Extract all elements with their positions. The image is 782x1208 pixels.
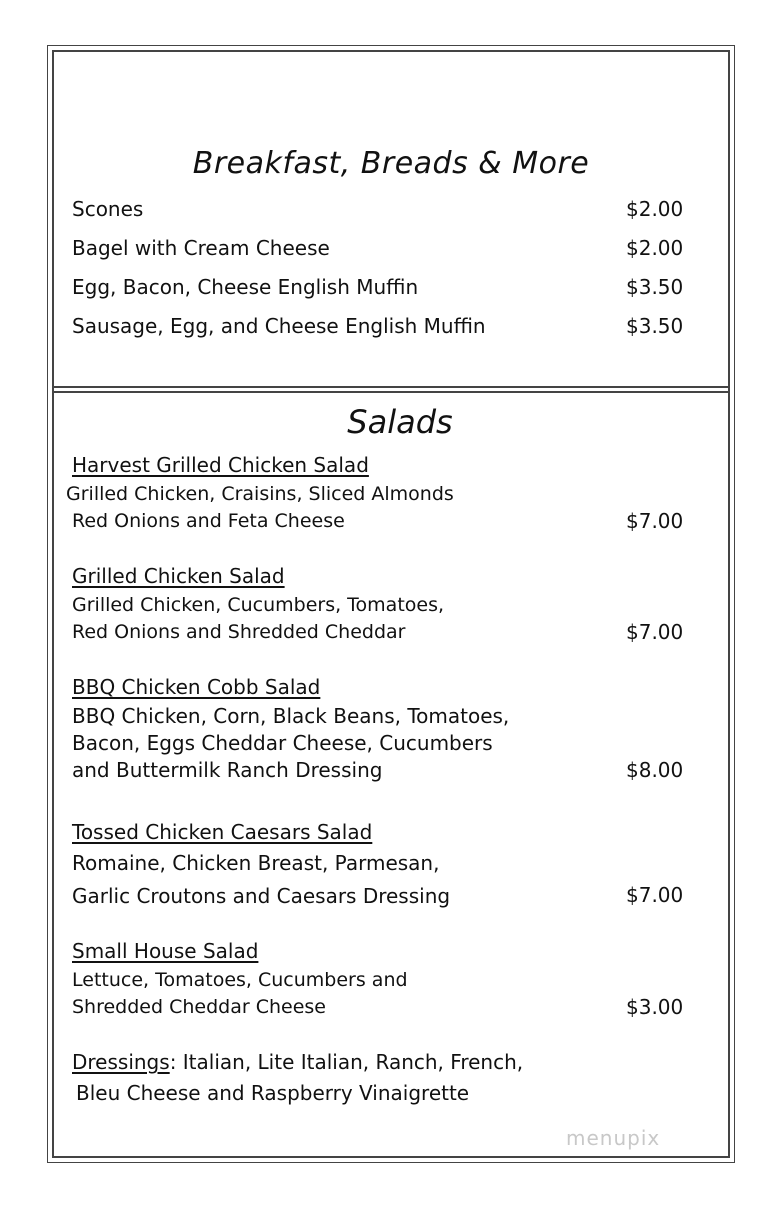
salad-description: Grilled Chicken, Cucumbers, Tomatoes, [72, 594, 445, 616]
dressings-line-1 [72, 1050, 523, 1074]
dressings-line-2: Bleu Cheese and Raspberry Vinaigrette [76, 1081, 470, 1105]
salad-title: BBQ Chicken Cobb Salad [72, 675, 321, 699]
salad-description: Red Onions and Feta Cheese [72, 510, 345, 532]
salad-description: Shredded Cheddar Cheese [72, 996, 326, 1018]
salad-price: $7.00 [626, 509, 684, 533]
menu-item-name: Sausage, Egg, and Cheese English Muffin [72, 314, 486, 338]
salad-price: $3.00 [626, 995, 684, 1019]
salad-description: Bacon, Eggs Cheddar Cheese, Cucumbers [72, 731, 493, 755]
salad-title: Small House Salad [72, 939, 259, 963]
section-divider [52, 386, 730, 393]
watermark: menupix [566, 1126, 661, 1150]
salad-description: and Buttermilk Ranch Dressing [72, 758, 383, 782]
menu-item-name: Scones [72, 197, 144, 221]
menu-item-price: $3.50 [626, 314, 684, 338]
salads-heading: Salads [347, 403, 453, 441]
salad-price: $8.00 [626, 758, 684, 782]
salad-title: Tossed Chicken Caesars Salad [72, 820, 373, 844]
menu-item-price: $2.00 [626, 236, 684, 260]
salad-description: Lettuce, Tomatoes, Cucumbers and [72, 969, 408, 991]
salad-description: BBQ Chicken, Corn, Black Beans, Tomatoes, [72, 704, 510, 728]
salad-price: $7.00 [626, 883, 684, 907]
salad-title: Harvest Grilled Chicken Salad [72, 453, 369, 477]
menu-item-price: $3.50 [626, 275, 684, 299]
salad-description: Grilled Chicken, Craisins, Sliced Almonds [66, 483, 454, 505]
menu-item-name: Egg, Bacon, Cheese English Muffin [72, 275, 419, 299]
dressings-label: Dressings [72, 1050, 170, 1074]
salad-title: Grilled Chicken Salad [72, 564, 285, 588]
breakfast-heading: Breakfast, Breads & More [192, 146, 590, 181]
salad-description: Red Onions and Shredded Cheddar [72, 621, 406, 643]
menu-item-name: Bagel with Cream Cheese [72, 236, 330, 260]
menu-item-price: $2.00 [626, 197, 684, 221]
salad-price: $7.00 [626, 620, 684, 644]
salad-description: Romaine, Chicken Breast, Parmesan, [72, 851, 440, 875]
dressings-list: : Italian, Lite Italian, Ranch, French, [169, 1050, 524, 1074]
salad-description: Garlic Croutons and Caesars Dressing [72, 884, 451, 908]
